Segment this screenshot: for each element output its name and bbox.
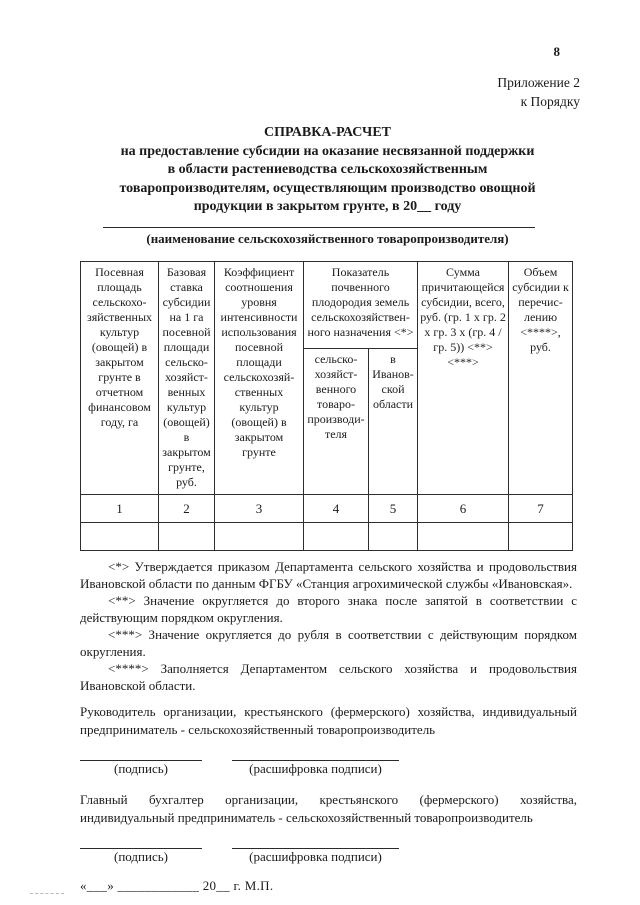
col-header-subsidy-total: Сумма причитающейся субсидии, всего, руб. (гр. 1 х гр. 2 х гр. 3 х (гр. 4 / гр. 5)) <**> <***> [418,262,509,495]
date-and-seal-line[interactable]: «___» ____________ 20__ г. М.П. [80,878,274,893]
sign-caption: (подпись) [114,761,168,776]
numbering-cell-1: 1 [81,495,159,523]
footnote-1: <*> Утверждается приказом Департамента сельского хозяйства и продовольствия Ивановской области по данным ФГБУ «Станция агрохимической службы «Ивановская». [80,559,577,591]
data-cell-col4[interactable] [304,523,369,551]
numbering-cell-3: 3 [215,495,304,523]
title-line-5: продукции в закрытом грунте, в 20__ году [193,199,462,214]
head-signature-label: Руководитель организации, крестьянского (фермерского) хозяйства, индивидуальный предприниматель - сельскохозяйственный товаропроизводитель [80,704,577,737]
producer-name-caption: (наименование сельскохозяйственного товаропроизводителя) [146,231,509,246]
accountant-signature-blank[interactable] [80,835,202,849]
head-signature-captions [80,761,577,777]
numbering-cell-7: 7 [509,495,573,523]
col-header-base-rate: Базовая ставка субсидии на 1 га посевной площади сельско-хозяйст-венных культур (овощей) в закрытом грунте, руб. [159,262,215,495]
lower-text-block [80,558,577,894]
col-header-region-indicator: в Иванов-ской области [369,349,418,495]
col-header-soil-fertility-group: Показатель почвенного плодородия земель сельскохозяйствен-ного назначения <*> [304,262,418,349]
head-signature-name-blank[interactable] [232,747,399,761]
numbering-cell-5: 5 [369,495,418,523]
decode-caption: (расшифровка подписи) [249,761,382,776]
decode-caption: (расшифровка подписи) [249,849,382,864]
footnote-4: <****> Заполняется Департаментом сельского хозяйства и продовольствия Ивановской области. [80,661,577,693]
accountant-signature-captions [80,849,577,865]
col-header-intensity-coefficient: Коэффициент соотношения уровня интенсивности использования посевной площади сельскохозяй-ственных культур (овощей) в закрытом грунте [215,262,304,495]
data-cell-col3[interactable] [215,523,304,551]
sign-caption: (подпись) [114,849,168,864]
numbering-cell-6: 6 [418,495,509,523]
title-line-2: на предоставление субсидии на оказание несвязанной поддержки [120,143,535,159]
numbering-cell-4: 4 [304,495,369,523]
numbering-cell-2: 2 [159,495,215,523]
appendix-line-2: к Порядку [520,94,580,109]
data-cell-col5[interactable] [369,523,418,551]
col-header-subsidy-transfer: Объем субсидии к перечис-лению <****>, руб. [509,262,573,495]
producer-name-blank-line[interactable] [103,227,535,228]
accountant-signature-label: Главный бухгалтер организации, крестьянского (фермерского) хозяйства, индивидуальный предприниматель - сельскохозяйственный товаропроизводитель [80,792,577,825]
data-cell-col1[interactable] [81,523,159,551]
accountant-signature-name-blank[interactable] [232,835,399,849]
head-signature-lines [80,747,577,761]
page-number: 8 [553,44,560,59]
appendix-note [497,73,580,111]
footnote-2: <**> Значение округляется до второго знака после запятой в соответствии с действующим порядком округления. [80,593,577,625]
head-signature-blank[interactable] [80,747,202,761]
title-line-1: СПРАВКА-РАСЧЕТ [263,125,392,140]
appendix-line-1: Приложение 2 [497,75,580,90]
title-line-3: в области растениеводства сельскохозяйственным [167,162,488,177]
col-header-sown-area: Посевная площадь сельскохозяйственных культур (овощей) в закрытом грунте в отчетном финансовом году, га [81,262,159,495]
document-title [80,124,575,217]
data-cell-col2[interactable] [159,523,215,551]
accountant-signature-lines [80,835,577,849]
data-cell-col6[interactable] [418,523,509,551]
col-header-producer-indicator: сельско-хозяйст-венного товаро-производи-теля [304,349,369,495]
subsidy-calculation-table [80,261,573,551]
footnote-3: <***> Значение округляется до рубля в соответствии с действующим порядком округления. [80,627,577,659]
scan-artifact-dash [30,893,64,894]
title-line-4: товаропроизводителям, осуществляющим производство овощной [119,180,536,196]
data-cell-col7[interactable] [509,523,573,551]
